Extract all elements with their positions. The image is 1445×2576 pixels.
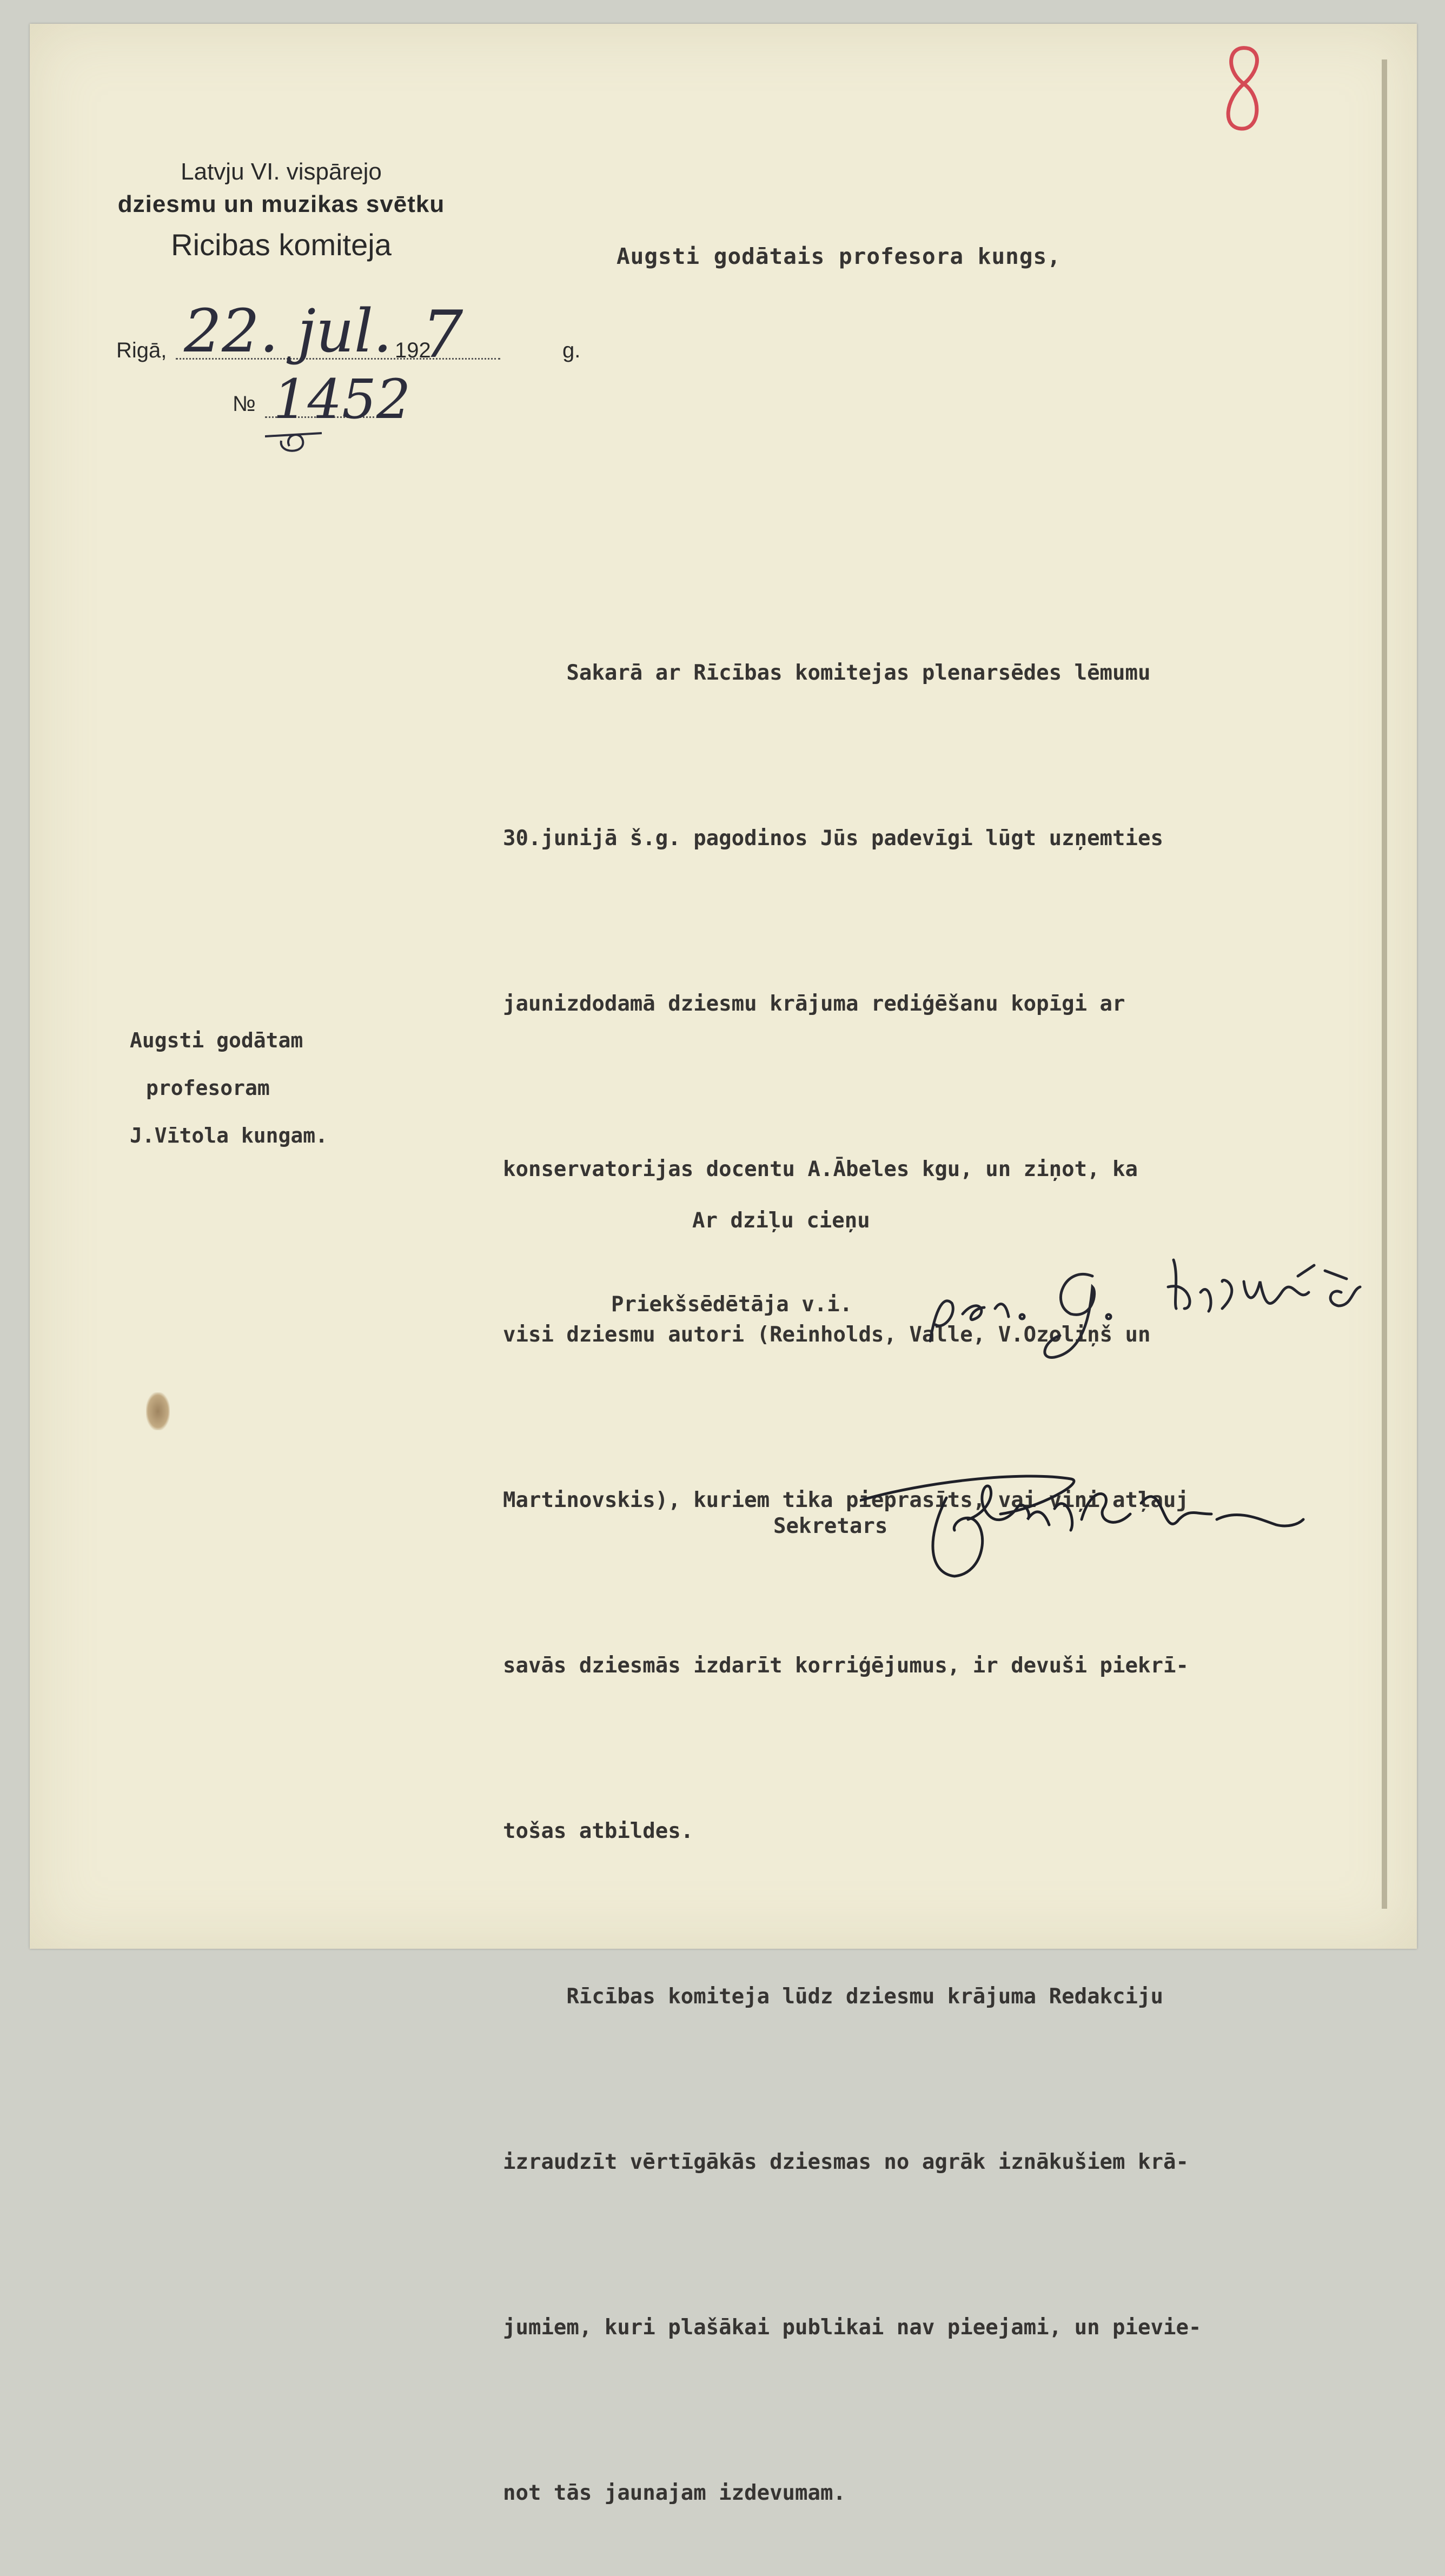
chair-signature: [919, 1244, 1379, 1368]
addressee-line-3: J.Vītola kungam.: [130, 1124, 328, 1147]
body-line: jaunizdodamā dziesmu krājuma rediģēšanu kopīgi ar: [503, 992, 1125, 1016]
handwritten-year-digit: 7: [422, 297, 463, 373]
body-line: savās dziesmās izdarīt korriģējumus, ir devuši piekrī-: [503, 1654, 1189, 1678]
handwritten-date: 22. jul.: [184, 296, 392, 366]
body-line: Martinovskis), kuriem tika pieprasīts, vai viņi atļauj: [503, 1488, 1189, 1512]
folio-number-mark: [1211, 38, 1276, 141]
body-line: konservatorijas docentu A.Ābeles kgu, un ziņot, ka: [503, 1157, 1138, 1181]
chair-label: Priekšsēdētāja v.i.: [611, 1292, 853, 1317]
body-line: izraudzīt vērtīgākās dziesmas no agrāk iznākušiem krā-: [503, 2150, 1189, 2174]
addressee-line-2: profesoram: [146, 1076, 270, 1100]
body-line: not tās jaunajam izdevumam.: [503, 2481, 846, 2505]
body-line: jumiem, kuri plašākai publikai nav pieejami, un pievie-: [503, 2315, 1202, 2340]
number-label: №: [233, 392, 256, 416]
secretary-label: Sekretars: [773, 1514, 888, 1538]
addressee-block: [130, 1017, 328, 1159]
closing-line: Ar dziļu cieņu: [692, 1209, 870, 1233]
year-g-label: g.: [562, 338, 581, 362]
body-line: Rīcības komiteja lūdz dziesmu krājuma Redakciju: [503, 1984, 1163, 2009]
body-line: 30.junijā š.g. pagodinos Jūs padevīgi lūgt uzņemties: [503, 826, 1163, 851]
number-flourish: [265, 424, 324, 457]
addressee-line-1: Augsti godātam: [130, 1028, 303, 1052]
handwritten-number: 1452: [273, 368, 411, 431]
letterhead-line-2: dziesmu un muzikas svētku: [117, 191, 445, 217]
secretary-signature: [860, 1460, 1309, 1584]
body-line: tošas atbildes.: [503, 1819, 694, 1843]
body-line: visi dziesmu autori (Reinholds, Valle, V.Ozoliņš un: [503, 1323, 1151, 1347]
letterhead: [76, 157, 487, 268]
paper-stain: [146, 1392, 170, 1430]
year-prefix: 192: [395, 338, 431, 362]
city-label: Rigā,: [116, 338, 167, 362]
salutation: Augsti godātais profesora kungs,: [617, 243, 1061, 269]
letterhead-line-1: Latvju VI. vispārejo: [181, 158, 382, 185]
body-line: Sakarā ar Rīcības komitejas plenarsēdes lēmumu: [503, 661, 1151, 685]
letterhead-line-3: Ricibas komiteja: [171, 228, 392, 262]
